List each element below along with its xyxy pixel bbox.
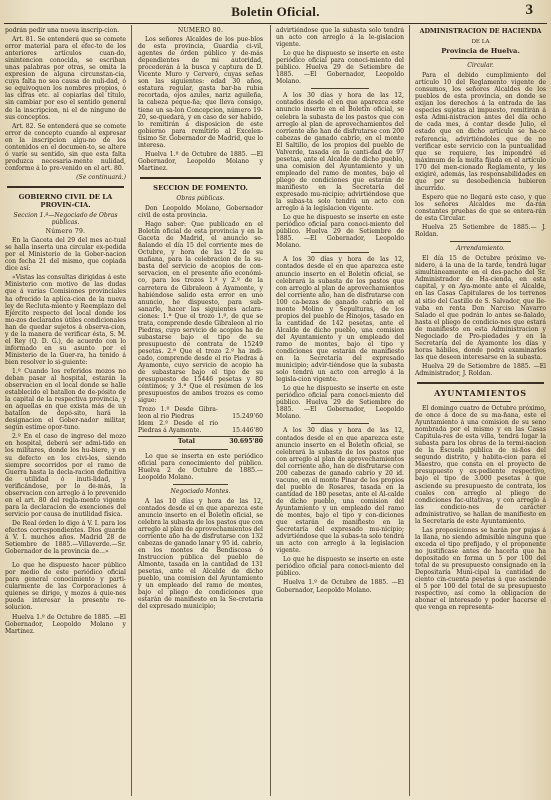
section-subheading: Seccion 1.ª—Negociado de Obras públicas. bbox=[13, 211, 118, 227]
paragraph: El domingo cuatro de Octubre próximo, de once á doce de su ma-ñana, este el Ayuntamiento á una comision de su seno nombrada por el mismo y en las Casas Capitula-res de esta villa, tendrá lugar la subasta para los obras de la termi-nacion de la Escuela pública de ni-ños del segundo distrito, y habita-cion para el Maestro, que consta en el proyecto de presupuesto y ex-pediente respectivo, bajo el tipo de 3.000 pesetas á que asciende su presupuesto de contrata, los cuales con arreglo al pliego de condiciones fac-ultativas, y con arreglo á las condicio-nes de carácter administrativo, se hallan de manifiesto en la Secretaría de este Ayuntamiento. bbox=[415, 405, 546, 525]
budget-row bbox=[138, 406, 263, 420]
section-heading: Provincia de Huelva. bbox=[441, 47, 520, 56]
paragraph: Para el debido cumplimiento del artículo 10 del Reglamento vigente de consumos, los señores Alcaldes de los pueblos de esta provincia, en donde se exijan los derechos á la entrada de las especies sujetas al impuesto, remitirán á esta Admi-nistracion antes del día ocho de cada mes, á contar desde Julio, el estado que en dicho artículo se ha-ce referencia, advirtiéndoles que de no verificar este servicio con la puntualidad que se requiere, les impondré el máximum de la multa fijada en el artículo 170 del men-cionado Reglamento, y les exigiré, además, las responsabilidades en que por su desobediencia hubieren incurrido. bbox=[415, 72, 546, 192]
budget-label: Trozo 1.º Desde Gibra-leon al rio Piedras bbox=[138, 406, 218, 421]
divider bbox=[7, 186, 124, 188]
paragraph: Hago saber: Que publicado en el Boletín oficial de esta provincia y en la Gaceta de Madrid, el anuncio se-ñalando el día 15 del corriente mes de Octubre, y hora de las 12 de su mañana, para la celebracion de la su-basta del servicio de acopios de con-servacion, en el presente año económi-co, para los trozos 1.º y 2.º de la carretera de Gibraleon á Ayamonte, y habiéndose salido esta error en uno anuncio, he dispuesto, para sub-sanarle, hacer las siguientes aclara-ciones: 1.ª Que el trozo 1.º, de que se trata, comprende desde Gibraleon al rio Piedras, cuyo servicio de acopios ha de subastarse bajo el tipo de su presupuesto de contrata de 15249 pesetas. 2.ª Que el trozo 2.º ha indi-cado, comprende desde el rio Piedras á Ayamonte, cuyo servicio de acopio ha de subastarse bajo el tipo de su presupuesto de 15446 pesetas y 80 céntimos; y 3.ª Que el resúmen de los presupuestos de ambos trozos es como sigue: bbox=[138, 221, 263, 405]
column-4 bbox=[415, 27, 546, 795]
column-divider bbox=[270, 25, 271, 796]
divider bbox=[173, 449, 228, 450]
signature: Huelva 1.º de Octubre de 1885. —El Gobernador, Leopoldo Molano y Martinez. bbox=[5, 613, 126, 635]
divider bbox=[450, 241, 511, 242]
divider bbox=[311, 88, 369, 89]
continuation-note: (Se continuará.) bbox=[76, 173, 126, 181]
divider bbox=[140, 177, 261, 179]
item-number: Número 79. bbox=[45, 228, 86, 236]
budget-value: 15.249'60 bbox=[232, 413, 263, 421]
item-number: NÚMERO 80. bbox=[177, 27, 224, 34]
paragraph: De Real órden lo digo á V. I. para los efectos correspondientes. Dios guarde á V. I. muchos años. Madrid 28 de Setiembre de 1885.—Villaverde.—Sr. Gobernador de la provincia de...» bbox=[5, 519, 126, 556]
paragraph: Lo que he dispuesto se inserte en este periódico oficial para conoci-miento del público. bbox=[276, 556, 404, 578]
divider bbox=[450, 401, 511, 402]
column-2 bbox=[138, 27, 263, 795]
header-rule bbox=[4, 23, 547, 24]
masthead-title: Boletin Oficial. bbox=[231, 4, 320, 19]
column-1 bbox=[5, 27, 126, 795]
signature: Huelva 29 de Setiembre de 1885. —El Administrador, J. Roldan. bbox=[415, 362, 546, 377]
column-divider bbox=[131, 25, 132, 796]
divider bbox=[173, 484, 228, 485]
paragraph: Art. 81. Se entenderá que se comete error material para el efec-to de los anteriores artículos cuan-do, sinintencion conocida, se escriban unas palabras por otras, se omita la expresion de alguna circunstan-cia, cuya falta no sea causa de nuli-dad, ó se equivoquen los nombres propios, ó las cifras etc. al copiarlas del título, sin cambiar por eso el sentido general de la inscripcion, ni el de ninguno de sus conceptos. bbox=[5, 36, 126, 121]
signature: Huelva 25 Setiembre de 1885.— J. Roldan. bbox=[415, 224, 546, 239]
divider bbox=[40, 558, 91, 559]
paragraph: Lo que he dispuesto se inserte en este periódico oficial para conoci-miento del público. Huelva 29 de Setiembre de 1885. —El Gobernador, Leopoldo Molano. bbox=[276, 214, 404, 250]
budget-value: 15.446'80 bbox=[232, 427, 263, 435]
paragraph: podrán pedir una nueva inscrip-cion. bbox=[5, 27, 120, 34]
paragraph: Lo que he dispuesto hacer público por medio de este periódico oficial para general conocimiento y parti-cularmente de las Corporaciones á quienes se dirige, y mozos á quie-nes pueda interesar la presente re-solucion. bbox=[5, 562, 126, 612]
section-subheading: Circular. bbox=[467, 62, 494, 70]
section-heading: ADMINISTRACION DE HACIENDA bbox=[419, 28, 542, 35]
budget-label: Idem 2.º Desde el rio Piedras á Ayamonte. bbox=[138, 420, 218, 435]
paragraph: A los 30 días y hora de las 12, contados desde el en que aparezca este anuncio inserto en el Boletín oficial, se celebrará la subasta de los pastos que con arreglo al plan de aprovechamientos del corriente año, han de disfrutarse con 100 ca-bezas de ganado cabrío en el monte Molino y Sepulturas, de los propios del pueblo de Hinojos, tasado en la cantidad de 142 pesetas, ante el Alcalde de dicho pueblo, una comision del Ayuntamiento y un empleado del ramo de montes, bajo el tipo y condiciones que estarán de manifiesto en la Secretaría del expresado municipio; advir-tiéndose que la subasta solo tendrá un acto con arreglo á la legisla-cion vigente. bbox=[276, 256, 404, 384]
paragraph: «Vistas las consultas dirigidas á este Ministerio con motivo de las dudas que á varias Comisiones provinciales ha ofrecido la aplica-cion de la nueva ley de Recluta-miento y Reemplazo del Ejército respecto del local donde los mo-zos declarados útiles condicionales han de quedar sujetos á observa-cion, y de la manera de verificar ésta, S. M. el Rey (Q. D. G.), de acuerdo con lo informado en su asunto por el Ministerio de la Guer-ra, ha tenido á bien resolver lo si-guiente: bbox=[5, 274, 126, 366]
paragraph: Espero que no llegará este caso, y que los señores Alcaldes me da-rán constantes pruebas de que se entera-rán de esta Circular. bbox=[415, 193, 546, 223]
paragraph: Lo que he dispuesto se inserte en este periódico oficial para conoci-miento del público. Huelva 29 de Setiembre de 1885. —El Gobernador, Leopoldo Molano. bbox=[276, 50, 404, 86]
section-heading: AYUNTAMIENTOS bbox=[434, 388, 527, 399]
paragraph: 1.º Cuando los referidos mozos no deban pasar al hospital, estarán la observacion en el local donde se halle establecido el batallon de de-pósito de la capital de la respectiva provincia, y en aquellas en que exista más de un batallon de depó-sito, hará la designacion el Gober-nador militar, según estime opor-tuno. bbox=[5, 367, 126, 432]
paragraph: Art. 82. Se entenderá que se comete error de concepto cuando al expresar en la inscripcion algu-no de los contenidos en el documen-to, se altere ó varíe su sentido, sin que esta falta produzca necesaria-mente nulidad, conforme á lo pre-venido en el art. 80. bbox=[5, 122, 126, 172]
paragraph: Don Leopoldo Molano, Gobernador civil de esta provincia. bbox=[138, 204, 263, 220]
budget-total-value: 30.695'80 bbox=[229, 438, 263, 446]
signature: Huelva 1.º de Octubre de 1885. —El Gobernador, Leopoldo Molano. bbox=[276, 579, 404, 594]
section-subheading: Negociado Montes. bbox=[170, 487, 231, 495]
paragraph: A los 30 días y hora de las 12, contados desde el en que aparezca este anuncio inserto en el Boletín oficial, se celebra la subasta de los pastos que con arreglo al plan de aprovechamientos del corriente año han de disfrutarse con 200 cabezas de ganado cabrío, en el monte El Saltillo, de los propios del pueblo de Valverde, tasada en la canti-dad de 97 pesetas, ante el Alcalde de dicho pueblo, una comision del Ayuntamiento y un empleado del ramo de montes, bajo el pliego de condiciones que estarán de manifiesto en la Secretaría del expresado mu-nicipio; advirtiéndose que la subas-ta solo tendrá un acto con arreglo á la legislacion vigente. bbox=[276, 92, 404, 213]
paragraph: 2.º En el caso de ingreso del mozo en hospital, deberá ser admi-tido en los militares, donde los hu-biere, y en su defecto en los civi-les, siendo siempre socorridos por el ramo de Guerra hasta la decla-racion definitiva de utilidad ó inuti-lidad, y verificándose, por lo de-más, la observacion con arreglo á lo prevenido en el art. 80 del regla-mento vigente para la declaracion de exenciones del servicio por causa de inutilidad física. bbox=[5, 433, 126, 518]
paragraph: A los 30 días y hora de las 12, contados desde el en que aparezca este anuncio inserto en el Boletín oficial, se celebrará la subasta de los pastos que con arreglo al plan de aprovechamientos del corriente año, han de disfrutarse con 200 cabezas de ganado cabrío y 20 id. vacuno, en el monte Pinar de los propios del pueblo de Rosares, tasada en la cantidad de 180 pesetas, ante el Al-calde de dicho pueblo, una comision del Ayuntamiento y un empleado del ramo de montes, bajo el tipo y con-diciones que estarán de manifiesto en la Secretaría del expresado mu-nicipio; advirtiéndose que la subas-ta solo tendrá un acto con arreglo á la legislacion vigente. bbox=[276, 427, 404, 555]
section-subheading: Arrendamiento. bbox=[456, 245, 505, 253]
paragraph: Lo que se inserta en este periódico oficial para conocimiento del público. Huelva 2 de Octubre de 1885.— Leopoldo Molano. bbox=[138, 452, 263, 481]
section-subheading: Obras públicas. bbox=[176, 194, 225, 202]
page-header bbox=[0, 0, 551, 24]
paragraph: En la Gaceta del 29 del mes ac-tual se halla inserta una circular ex-pedida por el Ministerio de la Gober-nacion con fecha 21 del mismo, que copiada dice así: bbox=[5, 237, 126, 273]
divider bbox=[450, 58, 511, 59]
budget-row bbox=[138, 420, 263, 434]
paragraph: Las proposiciones se harán por pujas á la llana, no siendo admisible ninguna que exceda el tipo prefijado, y el proponente no justificase antes de hacerla que ha depositado en forma un 5 por 100 del total de su presupuesto consignado en la Depositaría Muni-cipal la cantidad de ciento cin-cuenta pesetas á que asciende el 5 por 100 del total de su presupuesto respectivo, así como la obligacion de abonar el interesado y poder hacerse el que venga en representa- bbox=[415, 526, 546, 612]
divider bbox=[311, 252, 369, 253]
budget-total-label: Total bbox=[178, 438, 195, 446]
budget-total-row bbox=[138, 436, 263, 445]
column-divider bbox=[409, 25, 410, 796]
paragraph: A las 10 días y hora de las 12, contados desde el en que aparezca este anuncio inserto en el Boletín oficial, se celebra la subasta de los pastos que con arreglo al plan de aprovechamientos del corriente año ha de disfrutarse con 132 cabezas de ganado lanar y 95 id. cabrío, en los montes de Bendiscosa ó Instruccion pública del pueblo de Almonte, tasada en la cantidad de 131 pesetas, ante el Alcalde de dicho pueblo, una comision del Ayuntamiento y un empleado del ramo de montes, bajo el pliego de condiciones que estarán de manifiesto en la Se-cretaría del expresado municipio; bbox=[138, 497, 263, 611]
page-number: 3 bbox=[525, 2, 533, 18]
paragraph: Los señores Alcaldes de los pue-blos de esta provincia, Guardia ci-vil, agentes de órden público y de-más dependientes de mi autoridad, procederán á la busca y captura de D. Vicente Muro y Cerveró, cuyas señas son las siguientes: edad 30 años, estatura regular, gasta bar-ba rubia recortada, ojos azules, nariz aguileña, la cabeza peque-ña; que lleva consigo, tiene un sa-lon Concepcion, número 19-20, se-quedará, y en caso de ser habido, lo remitirán á disposicion de este gobierno para remitirlo al Excelen-tísimo Sr. Gobernador de Madrid, que lo interesa. bbox=[138, 36, 263, 149]
paragraph: Lo que he dispuesto se inserte en este periódico oficial para conoci-miento del público. Huelva 29 de Setiembre de 1885. —El Gobernador, Leopoldo Molano. bbox=[276, 385, 404, 421]
column-3 bbox=[276, 27, 404, 795]
section-heading: GOBIERNO CIVIL DE LA PROVIN-CIA. bbox=[18, 192, 113, 209]
paragraph: El día 15 de Octubre próximo ve-nidero, á la una de la tarde, tendrá lugar simultáneamente en el des-pacho del Sr. Administrador de Ha-cienda, en esta capital, y en Aya-monte ante el Alcalde, en las Casas Capitulares de los terrenos al sitio del Castillo de S. Salvador, que lle-vaba en renta Don Narciso Navarro Salado el que podrán lo antes se-ñalado, hasta el pliego de condicio-nes que estará de manifiesto en esta Administracion y Negociado de Pro-piedades y en la Secretaría del de Ayamonte los días y horas hábiles, donde podrá examinarlos las que deseen interesarse en la subasta. bbox=[415, 255, 546, 361]
paragraph: advirtiéndose que la subasta solo tendrá un acto con arreglo á la le-gislacion vigente. bbox=[276, 27, 404, 49]
signature: Huelva 1.º de Octubre de 1885. —El Gobernador, Leopoldo Molano y Martinez. bbox=[138, 150, 263, 172]
divider bbox=[417, 382, 544, 384]
section-heading: SECCION DE FOMENTO. bbox=[153, 183, 248, 192]
section-heading-connector: DE LA bbox=[471, 39, 490, 45]
divider bbox=[311, 423, 369, 424]
